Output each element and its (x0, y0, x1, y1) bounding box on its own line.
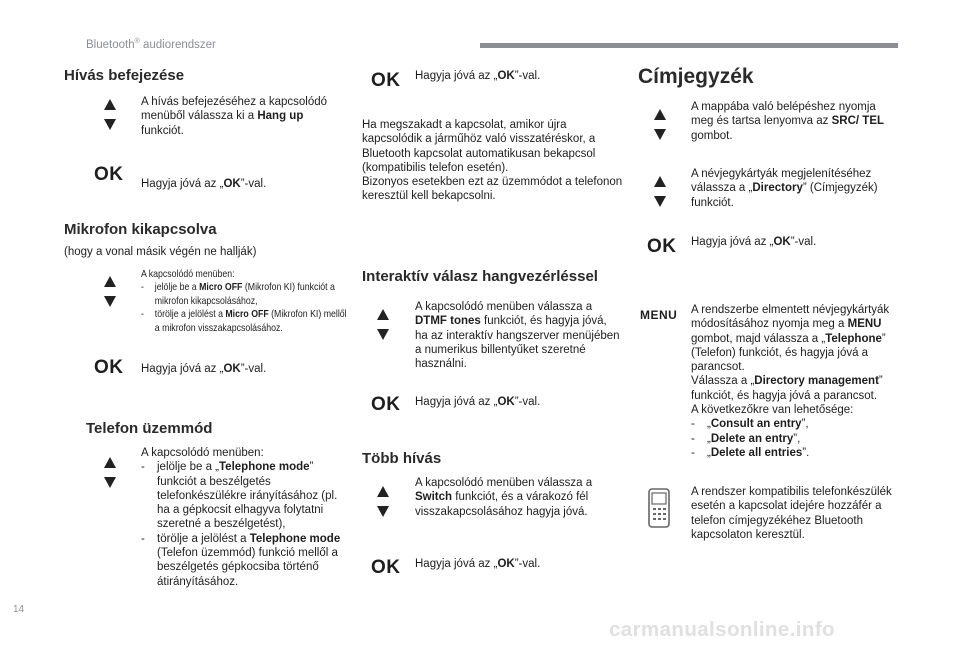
mobile-phone-icon (647, 488, 671, 528)
up-down-arrows-icon (103, 457, 117, 488)
reconnect-paragraph: Ha megszakadt a kapcsolat, amikor újra kapcsolódik a járműhöz való visszatéréskor, a Bluetooth kapcsolat automatikusan bekapcsol (kompatibilis telefon esetén). Bizonyos esetekben ezt az üzemmódot a telefonon keresztül kell bekapcsolni. (362, 119, 623, 203)
ok-button-icon: OK (371, 394, 401, 415)
mic-confirm: Hagyja jóvá az „OK”-val. (141, 363, 267, 375)
up-down-arrows-icon (653, 109, 667, 140)
ok-button-icon: OK (371, 557, 401, 578)
directory-confirm: Hagyja jóvá az „OK”-val. (691, 236, 817, 248)
mic-subtitle: (hogy a vonal másik végén ne hallják) (64, 246, 257, 258)
phone-mode-instructions: A kapcsolódó menüben: - jelölje be a „Telephone mode” funkciót a beszélgetés telefonkészülékre irányításához (pl. ha a gépkocsit elhagyva folytatni szeretné a beszélgetést), - törölje a jelölést a Telephone mode (Telefon üzemmód) funkció mellől a beszélgetés gépkocsiba történő átirányításához. (141, 447, 341, 588)
ok-button-icon: OK (94, 164, 124, 185)
call-end-confirm: Hagyja jóvá az „OK”-val. (141, 178, 267, 190)
section-title-mic-off: Mikrofon kikapcsolva (64, 221, 217, 238)
directory-show-instruction: A névjegykártyák megjelenítéséhez válassza a „Directory” (Címjegyzék) funkciót. (691, 168, 878, 209)
section-title-directory: Címjegyzék (638, 65, 754, 88)
section-title-call-end: Hívás befejezése (64, 67, 185, 84)
ok-button-icon: OK (647, 236, 677, 257)
col2-confirm: Hagyja jóvá az „OK”-val. (415, 70, 541, 82)
call-end-instruction: A hívás befejezéséhez a kapcsolódó menüből válassza ki a Hang up funkciót. (141, 96, 328, 137)
up-down-arrows-icon (376, 309, 390, 340)
directory-manage-instructions: A rendszerbe elmentett névjegykártyák módosításához nyomja meg a MENU gombot, majd válassza a „Telephone” (Telefon) funkciót, és hagyja jóvá a parancsot. Válassza a „Directory management” funkciót, és hagyja jóvá a parancsot. A következőkre van lehetősége: - „Consult an entry”, - „Delete an entry”, - „Delete all entries”. (691, 304, 890, 459)
section-title-ivr: Interaktív válasz hangvezérléssel (362, 268, 598, 285)
page-number: 14 (13, 604, 25, 615)
menu-button-icon: MENU (640, 308, 678, 322)
phonebook-compat-note: A rendszer kompatibilis telefonkészülék esetén a kapcsolat idejére hozzáfér a telefon címjegyzékéhez Bluetooth kapcsolaton keresztül. (691, 486, 892, 541)
header-rule (480, 43, 898, 48)
ivr-instruction: A kapcsolódó menüben válassza a DTMF tones funkciót, és hagyja jóvá, ha az interaktív hangszerver menüjében a numerikus billentyűket szeretné használni. (415, 301, 620, 371)
up-down-arrows-icon (376, 486, 390, 517)
section-title-phone-mode: Telefon üzemmód (86, 420, 213, 437)
directory-access-instruction: A mappába való belépéshez nyomja meg és tartsa lenyomva az SRC/ TEL gombot. (691, 101, 885, 142)
up-down-arrows-icon (103, 99, 117, 130)
running-header: Bluetooth® audiorendszer (86, 38, 216, 51)
ok-button-icon: OK (371, 70, 401, 91)
up-down-arrows-icon (653, 176, 667, 207)
up-down-arrows-icon (103, 276, 117, 307)
ivr-confirm: Hagyja jóvá az „OK”-val. (415, 396, 541, 408)
watermark: carmanualsonline.info (609, 618, 835, 641)
section-title-multi-call: Több hívás (362, 450, 442, 467)
multi-call-confirm: Hagyja jóvá az „OK”-val. (415, 558, 541, 570)
ok-button-icon: OK (94, 357, 124, 378)
mic-instructions: A kapcsolódó menüben: - jelölje be a Micro OFF (Mikrofon KI) funkciót a mikrofon kikapcsolásához, - törölje a jelölést a Micro OFF (Mikrofon KI) mellől a mikrofon visszakapcsolásához. (141, 269, 347, 334)
multi-call-instruction: A kapcsolódó menüben válassza a Switch funkciót, és a várakozó fél visszakapcsolásához hagyja jóvá. (415, 477, 593, 518)
